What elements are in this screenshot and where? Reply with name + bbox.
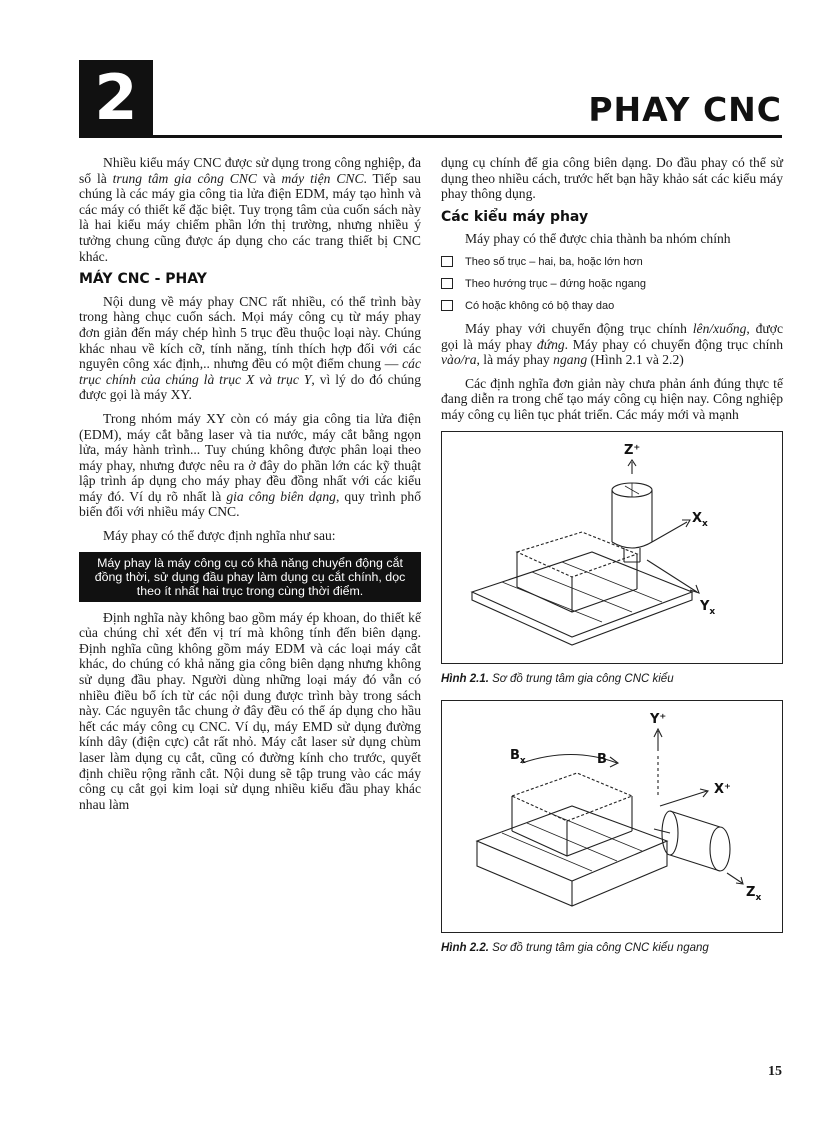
- section-heading: MÁY CNC - PHAY: [79, 271, 207, 288]
- chapter-number-box: [79, 60, 153, 135]
- check-list: [441, 255, 783, 313]
- paragraph: Máy phay với chuyển động trục chính lên/xuống, được gọi là máy phay đứng. Máy phay có chuyển động trục chính vào/ra, là máy phay ngang (Hình 2.1 và 2.2): [441, 320, 783, 368]
- paragraph: Các định nghĩa đơn giản này chưa phản ánh đúng thực tế đang diễn ra trong chế tạo máy công cụ hiện nay. Công nghiệp máy công cụ liên tục phát triển. Các máy mới và mạnh: [441, 375, 783, 422]
- page-number: 15: [768, 1064, 782, 1079]
- machine-table: [472, 552, 692, 637]
- axis-label-x: $X_x$: [692, 510, 708, 529]
- paragraph: Nội dung về máy phay CNC rất nhiều, có thể trình bày trong hàng chục cuốn sách. Mọi máy công cụ từ máy phay đơn giản đến máy chép hình 5 trục đều thuộc loại này. Chúng khác nhau về kích cỡ, tính năng, tính thích hợp đối với các nguyên công xác định,.. nhưng đều có một điểm chung — các trục chính của chúng là trục X và trục Y, vì lý do đó chúng được gọi là máy XY.: [79, 293, 421, 403]
- axis-label-z: $Z_x$: [746, 884, 762, 903]
- spindle-front: [710, 827, 730, 871]
- paragraph: Trong nhóm máy XY còn có máy gia công tia lửa điện (EDM), máy cắt bằng laser và tia nước, máy cắt bằng ngọn lửa, máy hành trình... Tuy chúng không được phân loại theo máy phay, nhưng được nêu ra ở đây do phần lớn các kỹ thuật lập trình áp dụng cho máy phay đều đồng nhất với các kiểu máy đó. Ví dụ rõ nhất là gia công biên dạng, quy trình phổ biến đối với nhiều máy CNC.: [79, 410, 421, 520]
- figure-caption: Hình 2.1. Sơ đồ trung tâm gia công CNC kiểu: [441, 673, 674, 686]
- axis-label-b: B: [597, 751, 607, 767]
- section-heading: Các kiểu máy phay: [441, 208, 589, 225]
- paragraph: Định nghĩa này không bao gồm máy ép khoan, do thiết kế của chúng chỉ xét đến vị trí mà không tính đến biên dạng. Định nghĩa cũng không gồm máy EDM và các loại máy cắt khác, do chúng có khả năng gia công biên dạng nhưng không sử dụng đầu phay. Người dùng những loại máy đó vẫn có nhiều điều bổ ích từ các nội dung được trình bày trong sách này. Các nguyên tắc chung ở đây đều có thể áp dụng cho hầu hết các máy công cụ CNC. Ví dụ, máy EMD sử dụng đường kính dây (điện cực) cắt rất nhỏ. Máy cắt laser sử dụng chùm laser làm dụng cụ cắt, cũng có đường kính cho trước, quyết định chiều rộng rãnh cắt. Nội dung sẽ tập trung vào các máy công cụ cắt gọi kim loại sử dụng nhiều kiểu đầu phay khác nhau làm: [79, 609, 421, 812]
- axis-label-b-x: $B_x$: [510, 747, 526, 766]
- figure-horizontal-machining-center: [441, 700, 783, 934]
- chapter-title: PHAY CNC: [588, 90, 782, 129]
- checkbox-square-icon: [441, 278, 453, 289]
- right-column: [441, 155, 783, 969]
- checkbox-square-icon: [441, 256, 453, 267]
- paragraph: Nhiều kiểu máy CNC được sử dụng trong công nghiệp, đa số là trung tâm gia công CNC và máy tiện CNC. Tiếp sau chúng là các máy gia công tia lửa điện EDM, máy tạo hình và các máy có thiết kế đặc biệt. Tuy trọng tâm của cuốn sách này là hai kiểu máy chiếm phần lớn thị trường, nhưng nhiều ý tưởng chung cũng được áp dụng cho các trang thiết bị CNC khác.: [79, 155, 421, 264]
- definition-box: Máy phay là máy công cụ có khả năng chuyển động cắt đồng thời, sử dụng đầu phay làm dụng cụ cắt chính, dọc theo ít nhất hai trục trong cùng thời điểm.: [79, 552, 421, 602]
- paragraph: dụng cụ chính để gia công biên dạng. Do đầu phay có thể sử dụng theo nhiều cách, trước hết bạn hãy khảo sát các kiểu máy phay thông dụng.: [441, 155, 783, 202]
- axis-label-y: Y⁺: [650, 711, 667, 727]
- header-rule: [79, 135, 782, 138]
- vertical-machine-diagram: [442, 432, 782, 660]
- paragraph: Máy phay có thể được chia thành ba nhóm chính: [465, 231, 731, 247]
- rotary-table: [477, 806, 667, 881]
- axis-label-z: Z⁺: [624, 442, 641, 458]
- horizontal-machine-diagram: [442, 701, 782, 929]
- checkbox-square-icon: [441, 300, 453, 311]
- list-item: Theo số trục – hai, ba, hoặc lớn hơn: [441, 255, 783, 269]
- chapter-number: 2: [94, 61, 138, 134]
- axis-label-x: X⁺: [714, 781, 731, 797]
- left-column: [79, 155, 421, 820]
- list-item: Theo hướng trục – đứng hoặc ngang: [441, 277, 783, 291]
- axis-label-y: $Y_x$: [700, 598, 716, 617]
- figure-caption: Hình 2.2. Sơ đồ trung tâm gia công CNC kiểu ngang: [441, 942, 709, 955]
- paragraph: Máy phay có thể được định nghĩa như sau:: [103, 528, 336, 544]
- list-item: Có hoặc không có bộ thay dao: [441, 299, 783, 313]
- figure-vertical-machining-center: [441, 431, 783, 665]
